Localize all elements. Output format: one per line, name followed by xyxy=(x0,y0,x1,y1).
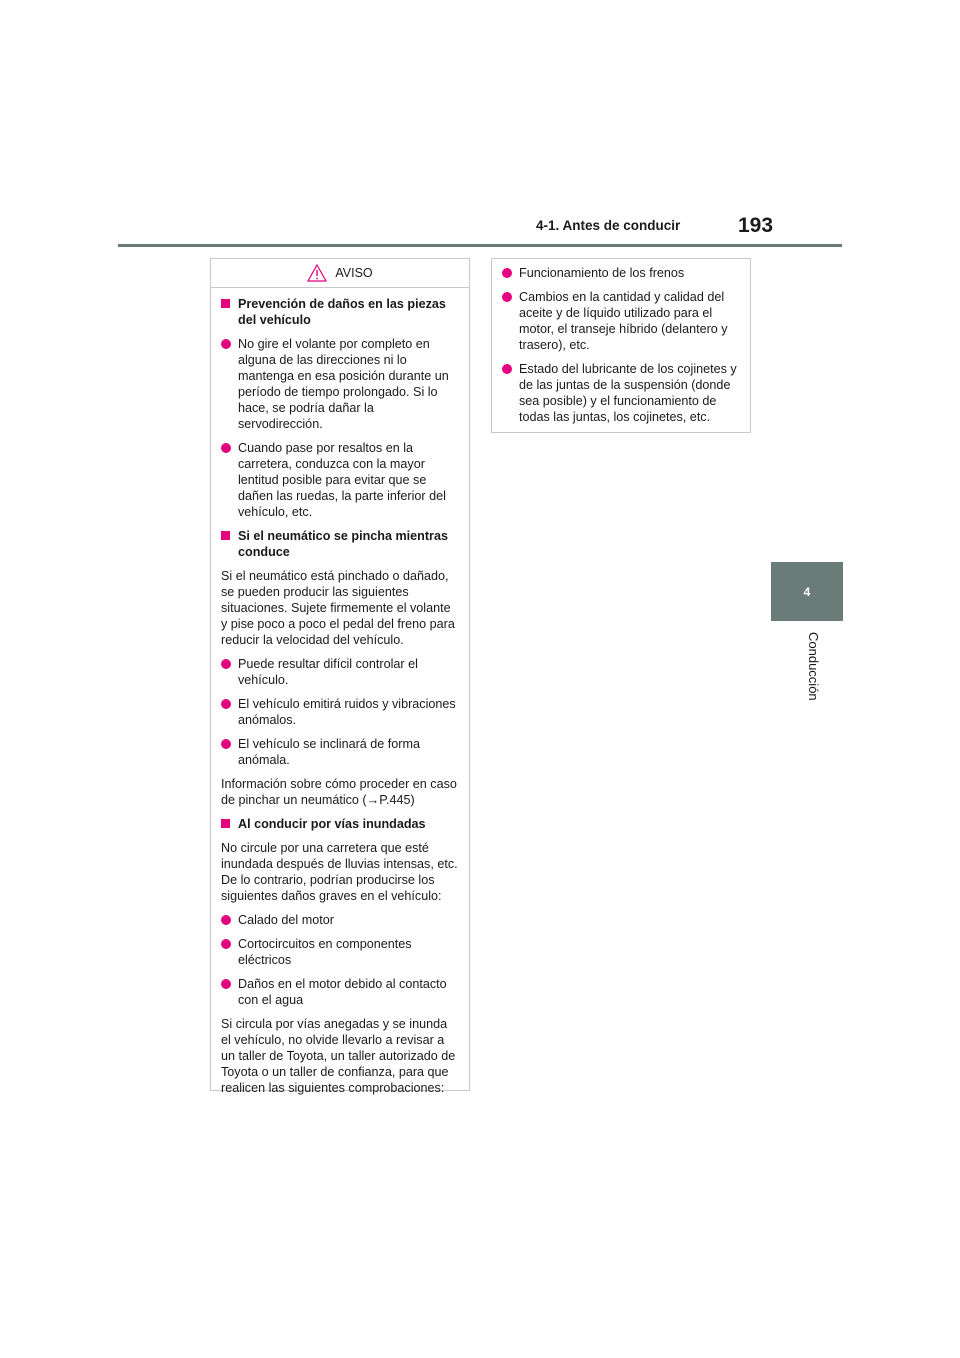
circle-bullet-icon xyxy=(221,659,231,669)
list-item-text: Estado del lubricante de los cojinetes y de las juntas de la suspensión (donde sea posible) y el funcionamiento de todas las juntas, los cojinetes, etc. xyxy=(519,362,737,424)
circle-bullet-icon xyxy=(502,292,512,302)
circle-bullet-icon xyxy=(221,699,231,709)
section-header xyxy=(221,296,459,328)
circle-bullet-icon xyxy=(221,339,231,349)
circle-bullet-icon xyxy=(502,364,512,374)
list-item xyxy=(221,912,459,928)
circle-bullet-icon xyxy=(502,268,512,278)
header-divider xyxy=(118,244,842,247)
list-item xyxy=(221,656,459,688)
caution-continuation-box xyxy=(491,258,751,433)
list-item xyxy=(221,696,459,728)
chapter-number: 4 xyxy=(803,584,811,599)
list-item xyxy=(221,736,459,768)
list-item xyxy=(221,936,459,968)
list-item-text: Puede resultar difícil controlar el vehículo. xyxy=(238,657,418,687)
paragraph: Si circula por vías anegadas y se inunda el vehículo, no olvide llevarlo a revisar a un taller de Toyota, un taller autorizado de Toyota o un taller de confianza, para que realicen las siguientes comprobaciones: xyxy=(221,1017,456,1095)
list-item xyxy=(221,976,459,1008)
page-reference-paragraph[interactable]: Información sobre cómo proceder en caso de pinchar un neumático (→P.445) xyxy=(221,777,457,807)
list-item-text: No gire el volante por completo en alguna de las direcciones ni lo mantenga en esa posición durante un período de tiempo prolongado. Si lo hace, se podría dañar la servodirección. xyxy=(238,337,449,431)
chapter-title: Conducción xyxy=(806,632,821,701)
list-item-text: El vehículo se inclinará de forma anómala. xyxy=(238,737,421,767)
list-item-text: Calado del motor xyxy=(238,913,334,927)
caution-title: AVISO xyxy=(335,266,373,280)
section-title: Prevención de daños en las piezas del vehículo xyxy=(238,297,446,327)
list-item-text: Cortocircuitos en componentes eléctricos xyxy=(238,937,412,967)
caution-box xyxy=(210,258,470,1095)
section-heading: 4-1. Antes de conducir xyxy=(536,218,681,233)
circle-bullet-icon xyxy=(221,443,231,453)
circle-bullet-icon xyxy=(221,939,231,949)
circle-bullet-icon xyxy=(221,979,231,989)
list-item xyxy=(502,361,740,425)
section-title: Si el neumático se pincha mientras conduce xyxy=(238,529,448,559)
warning-triangle-icon xyxy=(307,264,327,282)
circle-bullet-icon xyxy=(221,739,231,749)
square-bullet-icon xyxy=(221,299,230,308)
paragraph: No circule por una carretera que esté inundada después de lluvias intensas, etc. De lo contrario, podrían producirse los siguientes daños graves en el vehículo: xyxy=(221,841,458,903)
list-item-text: Funcionamiento de los frenos xyxy=(519,266,685,280)
list-item xyxy=(221,336,459,432)
list-item-text: Cuando pase por resaltos en la carretera, conduzca con la mayor lentitud posible para evitar que se dañen las ruedas, la parte inferior del vehículo, etc. xyxy=(238,441,446,519)
list-item-text: Daños en el motor debido al contacto con el agua xyxy=(238,977,447,1007)
caution-header xyxy=(211,259,469,288)
list-item-text: Cambios en la cantidad y calidad del aceite y de líquido utilizado para el motor, el transeje híbrido (delantero y trasero), etc. xyxy=(519,290,728,352)
paragraph: Si el neumático está pinchado o dañado, se pueden producir las siguientes situaciones. Sujete firmemente el volante y pise poco a poco el pedal del freno para reducir la velocidad del vehículo. xyxy=(221,569,455,647)
section-header xyxy=(221,528,459,560)
square-bullet-icon xyxy=(221,531,230,540)
page-number: 193 xyxy=(738,214,774,237)
section-title: Al conducir por vías inundadas xyxy=(238,817,426,831)
list-item-text: El vehículo emitirá ruidos y vibraciones anómalos. xyxy=(238,697,456,727)
list-item xyxy=(502,289,740,353)
list-item xyxy=(502,265,740,281)
list-item xyxy=(221,440,459,520)
square-bullet-icon xyxy=(221,819,230,828)
circle-bullet-icon xyxy=(221,915,231,925)
chapter-tab[interactable] xyxy=(771,562,843,621)
section-header xyxy=(221,816,459,832)
